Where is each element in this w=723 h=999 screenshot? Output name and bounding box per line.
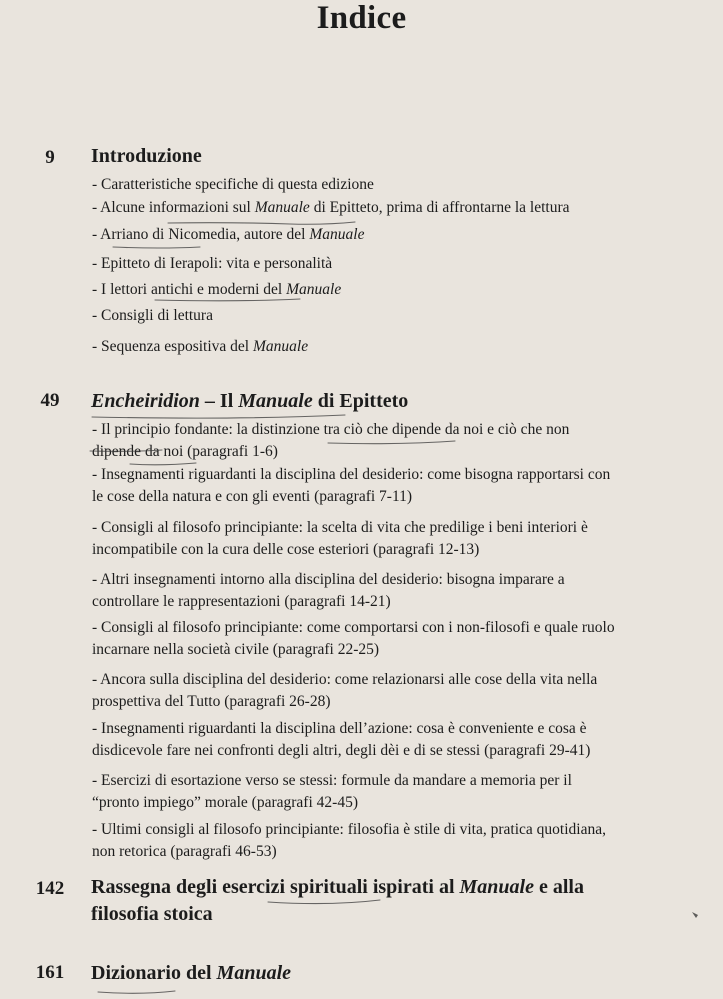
page-number: 9 — [45, 147, 55, 168]
toc-item: - Sequenza espositiva del Manuale — [92, 338, 309, 355]
toc-item: - Altri insegnamenti intorno alla disciplina del desiderio: bisogna imparare a controllare le rappresentazioni (paragrafi 14-21) — [92, 571, 565, 610]
toc-item: - Esercizi di esortazione verso se stessi: formule da mandare a memoria per il “pronto impiego” morale (paragrafi 42-45) — [92, 772, 572, 811]
pencil-underline — [92, 415, 345, 418]
toc-item: - Insegnamenti riguardanti la disciplina del desiderio: come bisogna rapportarsi con le cose della natura e con gli eventi (paragrafi 7-11) — [92, 466, 611, 505]
toc-item: - Consigli al filosofo principiante: la scelta di vita che predilige i beni interiori è incompatibile con la cura delle cose esteriori (paragrafi 12-13) — [92, 519, 588, 558]
section-title: Encheiridion – Il Manuale di Epitteto — [91, 390, 409, 412]
toc-item: - Consigli di lettura — [92, 307, 213, 324]
section-title: Rassegna degli esercizi spirituali ispirati al Manuale e alla filosofia stoica — [91, 876, 584, 925]
section-title: Dizionario del Manuale — [91, 962, 292, 984]
toc-item: - I lettori antichi e moderni del Manuale — [92, 281, 342, 298]
page-number: 161 — [35, 962, 65, 983]
toc-item: - Insegnamenti riguardanti la disciplina dell’azione: cosa è conveniente e cosa è disdicevole fare nei confronti degli altri, degli dèi e di se stessi (paragrafi 29-41) — [92, 720, 591, 759]
toc-item: - Epitteto di Ierapoli: vita e personalità — [92, 255, 333, 272]
toc-item: - Il principio fondante: la distinzione tra ciò che dipende da noi e ciò che non dipende da noi (paragrafi 1-6) — [92, 421, 570, 460]
pencil-mark — [692, 912, 698, 918]
toc-item: - Arriano di Nicomedia, autore del Manuale — [92, 226, 365, 243]
section-title: Introduzione — [91, 145, 202, 167]
toc-item: - Ultimi consigli al filosofo principiante: filosofia è stile di vita, pratica quotidiana, non retorica (paragrafi 46-53) — [92, 821, 606, 860]
pencil-underline — [98, 991, 175, 993]
toc-item: - Consigli al filosofo principiante: come comportarsi con i non-filosofi e quale ruolo incarnare nella società civile (paragrafi 22-25) — [92, 619, 615, 658]
toc-item: - Alcune informazioni sul Manuale di Epitteto, prima di affrontarne la lettura — [92, 199, 570, 216]
page-number: 142 — [35, 878, 65, 899]
toc-item: - Ancora sulla disciplina del desiderio: come relazionarsi alle cose della vita nella prospettiva del Tutto (paragrafi 26-28) — [92, 671, 598, 710]
page-title: Indice — [316, 0, 407, 36]
pencil-underline — [113, 247, 200, 248]
toc-item: - Caratteristiche specifiche di questa edizione — [92, 176, 374, 193]
page-number: 49 — [40, 390, 60, 411]
